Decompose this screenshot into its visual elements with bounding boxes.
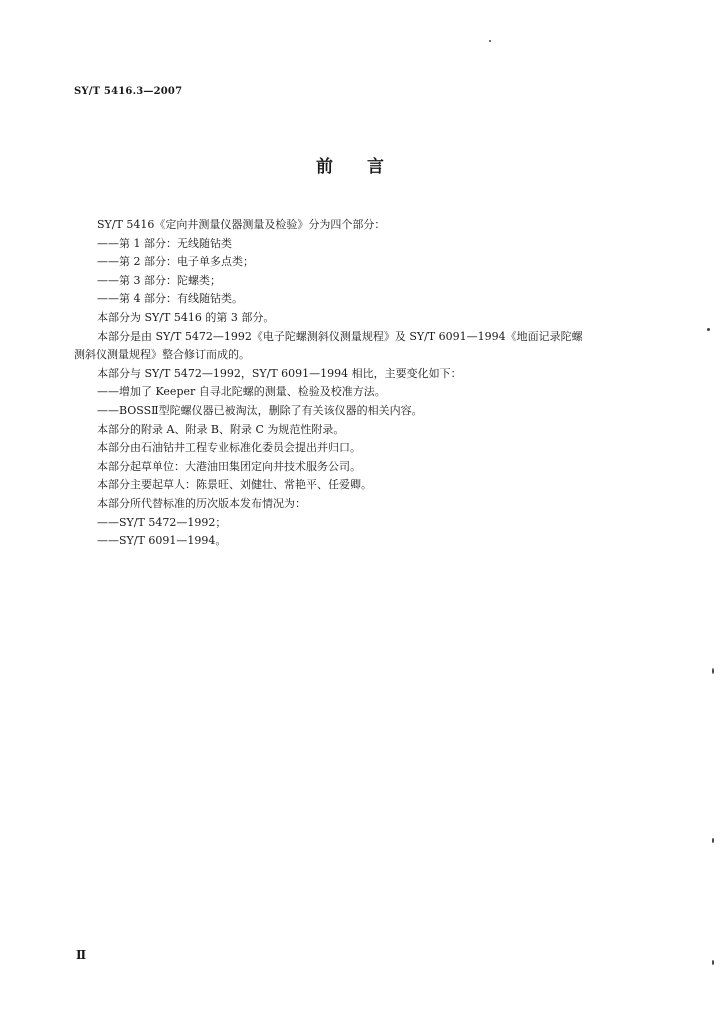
paragraph-line: 本部分为 SY/T 5416 的第 3 部分。 — [97, 310, 275, 324]
list-item: ——第 3 部分：陀螺类； — [97, 273, 221, 287]
scan-speck — [712, 668, 714, 674]
list-item: ——第 4 部分：有线随钻类。 — [97, 292, 243, 306]
paragraph-line: 本部分的附录 A、附录 B、附录 C 为规范性附录。 — [97, 422, 345, 436]
page-title: 前言 — [316, 157, 418, 177]
foreword-body — [74, 216, 674, 551]
paragraph-line: 本部分是由 SY/T 5472—1992《电子陀螺测斜仪测量规程》及 SY/T 6091—1994《地面记录陀螺 — [97, 329, 583, 343]
paragraph-line: 本部分主要起草人：陈景旺、刘健壮、常艳平、任爱卿。 — [97, 478, 372, 492]
paragraph-line: 本部分由石油钻井工程专业标准化委员会提出并归口。 — [97, 441, 361, 455]
paragraph-line: 测斜仪测量规程》整合修订而成的。 — [74, 348, 250, 362]
list-item: ——BOSSⅡ型陀螺仪器已被淘汰，删除了有关该仪器的相关内容。 — [97, 403, 423, 417]
list-item: ——第 1 部分：无线随钻类 — [97, 236, 232, 250]
scan-speck — [712, 960, 714, 965]
list-item: ——增加了 Keeper 自寻北陀螺的测量、检验及校准方法。 — [97, 385, 386, 399]
scan-speck — [712, 838, 714, 843]
page-number: Ⅱ — [76, 948, 87, 962]
scan-speck — [489, 40, 491, 42]
paragraph-line: 本部分起草单位：大港油田集团定向井技术服务公司。 — [97, 459, 361, 473]
paragraph-line: SY/T 5416《定向井测量仪器测量及检验》分为四个部分： — [97, 218, 386, 231]
document-code: SY/T 5416.3—2007 — [74, 86, 183, 97]
list-item: ——第 2 部分：电子单多点类； — [97, 255, 254, 269]
paragraph-line: 本部分与 SY/T 5472—1992，SY/T 6091—1994 相比，主要变化如下： — [97, 366, 462, 380]
list-item: ——SY/T 6091—1994。 — [97, 534, 227, 548]
scan-speck — [707, 328, 710, 331]
paragraph-line: 本部分所代替标准的历次版本发布情况为： — [97, 496, 306, 510]
list-item: ——SY/T 5472—1992； — [97, 515, 227, 529]
